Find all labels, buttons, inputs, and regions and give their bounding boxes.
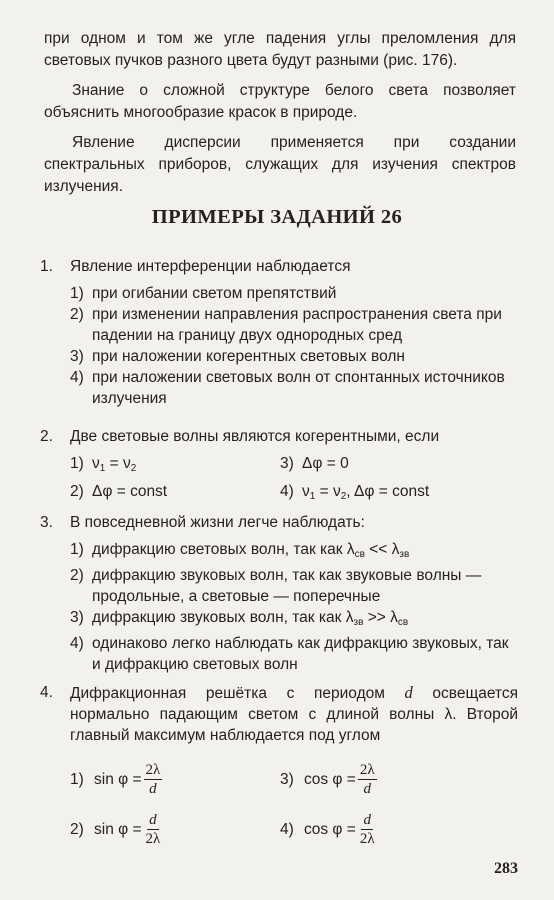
numerator: d [149,811,157,828]
answer-option[interactable] [280,481,480,507]
option-text-part: << λ [364,541,400,558]
question-2 [40,426,518,507]
option-text: Δφ = 0 [302,455,349,472]
option-number: 2) [70,483,84,500]
question-number: 2. [40,428,53,445]
formula-left: cos φ = [304,770,356,788]
fraction [144,811,163,848]
option-text-part: дифракцию световых волн, так как λ [92,541,355,558]
question-number: 3. [40,514,53,531]
subscript: зв [353,617,364,628]
option-text: при изменении направления распространения света при падении на границу двух однородных сред [92,306,502,344]
denominator: 2λ [359,830,375,847]
option-number: 4) [70,635,84,652]
denominator: 2λ [145,830,161,847]
option-number: 2) [70,820,84,838]
option-number: 2) [70,567,84,584]
subscript: св [354,549,365,560]
answer-options [70,453,518,507]
option-text: дифракцию звуковых волн, так как звуковые волны — продольные, а световые — поперечные [92,567,482,605]
answer-option[interactable] [280,756,480,802]
numerator: 2λ [145,761,161,778]
denominator: d [149,780,157,797]
option-text: $\nu_1 = \nu_2$ [92,455,137,474]
option-text-part: >> λ [363,609,398,626]
option-text: при огибании светом препятствий [92,285,337,302]
answer-option[interactable] [280,806,480,852]
stem-part: Дифракционная решётка с периодом [70,685,405,702]
subscript: св [397,617,409,628]
page-number: 283 [494,860,518,877]
question-number: 1. [40,258,53,275]
option-text-part: дифракцию звуковых волн, так как λ [92,609,354,626]
answer-option[interactable] [70,756,280,802]
question-1 [40,256,518,409]
option-number: 4) [280,820,294,838]
option-number: 4) [280,483,294,500]
question-stem: Две световые волны являются когерентными, если [70,428,440,445]
option-text: $\nu_1 = \nu_2$, Δφ = const [302,483,430,502]
question-4 [40,682,518,852]
option-text [92,607,518,633]
fraction [358,761,377,798]
option-number: 2) [70,306,84,323]
intro-paragraph-1: при одном и том же угле падения углы преломления для световых пучков разного цвета будут разными (рис. 176). [44,30,516,69]
option-text: Δφ = const [92,483,168,500]
answer-option[interactable] [70,607,518,633]
option-text: при наложении когерентных световых волн [92,348,405,365]
option-number: 1) [70,455,84,472]
formula-left: sin φ = [94,770,142,788]
option-number: 4) [70,369,84,386]
option-text: при наложении световых волн от спонтанных источников излучения [92,369,505,407]
intro-text [44,28,516,198]
answer-option[interactable] [280,453,480,479]
numerator: 2λ [359,761,375,778]
answer-option[interactable] [70,346,518,367]
subscript: зв [399,549,410,560]
option-text: одинаково легко наблюдать как дифракцию звуковых, так и дифракцию световых волн [92,635,509,673]
option-number: 1) [70,285,84,302]
fraction [358,811,377,848]
answer-option[interactable] [70,481,280,507]
section-heading: ПРИМЕРЫ ЗАДАНИЙ 26 [151,206,403,228]
option-text-tail: , Δφ = const [346,483,430,500]
stem-part: освещается нормально падающим светом с длиной волны λ. Второй главный максимум наблюдается под углом [70,685,518,744]
option-number: 3) [280,455,294,472]
option-number: 3) [280,770,294,788]
answer-options [70,539,518,675]
option-number: 3) [70,609,84,626]
question-3 [40,512,518,675]
question-stem [70,682,518,746]
option-number: 1) [70,770,84,788]
intro-paragraph-2: Знание о сложной структуре белого света позволяет объяснить многообразие красок в природе. [44,82,516,121]
numerator: d [363,811,371,828]
answer-option[interactable] [70,453,280,479]
option-number: 1) [70,541,84,558]
answer-options [70,283,518,409]
answer-option[interactable] [70,806,280,852]
answer-option[interactable] [70,633,518,675]
intro-paragraph-3: Явление дисперсии применяется при создании спектральных приборов, служащих для изучения спектров излучения. [44,134,516,195]
question-number: 4. [40,684,53,701]
formula-left: sin φ = [94,820,142,838]
answer-option[interactable] [70,304,518,346]
question-stem: В повседневной жизни легче наблюдать: [70,514,365,531]
stem-variable: d [404,683,413,702]
option-number: 3) [70,348,84,365]
denominator: d [363,780,371,797]
answer-option[interactable] [70,367,518,409]
question-stem: Явление интерференции наблюдается [70,258,351,275]
answer-option[interactable] [70,283,518,304]
fraction [144,761,163,798]
formula-left: cos φ = [304,820,356,838]
answer-option[interactable] [70,565,518,607]
option-text [92,539,518,565]
answer-options [70,756,518,852]
answer-option[interactable] [70,539,518,565]
